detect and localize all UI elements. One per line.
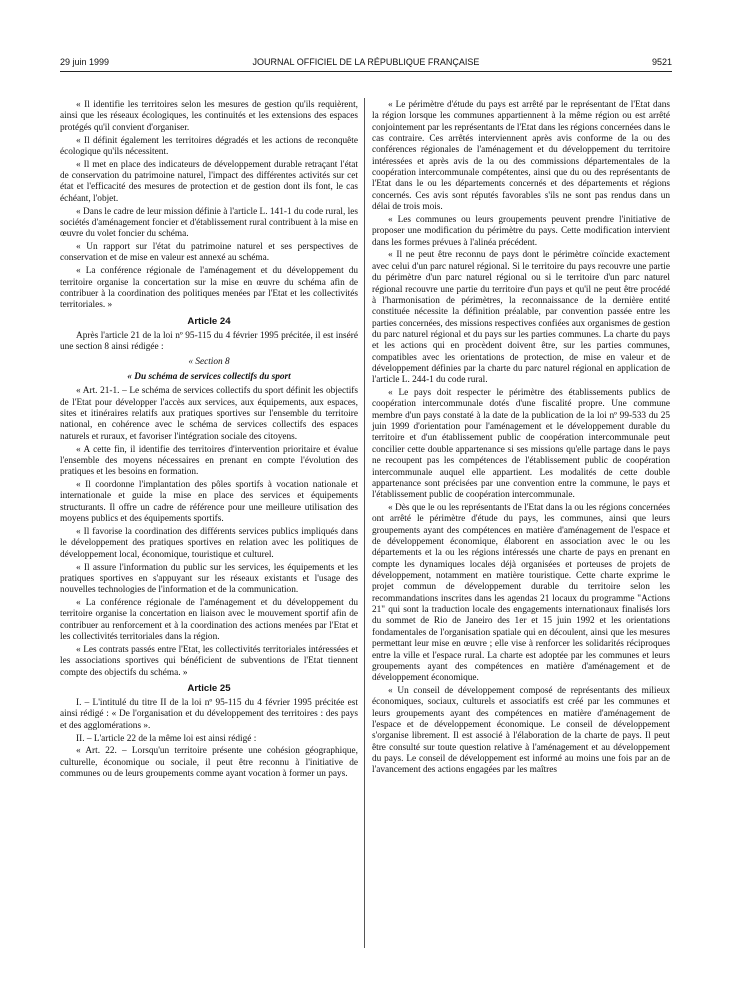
paragraph: Après l'article 21 de la loi nº 95-115 du 4 février 1995 précitée, il est inséré une section 8 ainsi rédigée :	[60, 330, 358, 353]
paragraph: « Il assure l'information du public sur les services, les équipements et les pratiques sportives en s'appuyant sur les réseaux existants et l'usage des nouvelles technologies de l'information et de la communication.	[60, 562, 358, 596]
section-title: « Section 8	[188, 357, 230, 368]
article-24-title: Article 24	[187, 315, 231, 327]
paragraph: « Un rapport sur l'état du patrimoine naturel et ses perspectives de conservation et de mise en valeur est annexé au schéma.	[60, 242, 358, 264]
paragraph: I. – L'intitulé du titre II de la loi nº 95-115 du 4 février 1995 précitée est ainsi rédigé : « De l'organisation et du développement des territoires : des pays et des agglomérations ».	[60, 697, 358, 731]
paragraph: « Il ne peut être reconnu de pays dont le périmètre coïncide exactement avec celui d'un parc naturel régional. Si le territoire du pays recouvre une partie du périmètre d'un parc naturel régional ou si le territoire d'un parc naturel régional recouvre une partie du territoire d'un pays et qu'il ne peut être procédé à l'harmonisation de périmètres, la reconnaissance de la dernière entité constituée nécessite la définition préalable, par convention passée entre les parties concernées, des missions respectives confiées aux organismes de gestion du parc naturel régional et du pays sur les parties communes. La charte du pays et les actions qui en procèdent doivent être, sur les parties communes, compatibles avec les orientations de protection, de mise en valeur et de développement définies par la charte du parc naturel régional en application de l'article L. 244-1 du code rural.	[372, 250, 670, 386]
paragraph: « Art. 22. – Lorsqu'un territoire présente une cohésion géographique, culturelle, économique ou sociale, il peut être reconnu à l'initiative de communes ou de leurs groupements comme ayant vocation à former un pays.	[60, 746, 358, 780]
paragraph: « Les communes ou leurs groupements peuvent prendre l'initiative de proposer une modification du périmètre du pays. Cette modification intervient dans les formes prévues à l'alinéa précédent.	[372, 214, 670, 248]
paragraph: « Art. 21-1. – Le schéma de services collectifs du sport définit les objectifs de l'Etat pour développer l'accès aux services, aux équipements, aux espaces, sites et itinéraires relatifs aux pratiques sportives sur l'ensemble du territoire national, en cohérence avec le schéma de services collectifs des espaces naturels et ruraux, et favoriser l'intégration sociale des citoyens.	[60, 386, 358, 442]
paragraph: « La conférence régionale de l'aménagement et du développement du territoire organise la concertation en liaison avec le mouvement sportif afin de contribuer au renforcement et à la coordination des actions menées par l'Etat et les collectivités territoriales dans la région.	[60, 598, 358, 643]
paragraph: « Le pays doit respecter le périmètre des établissements publics de coopération intercommunale dotés d'une fiscalité propre. Une commune membre d'un pays constaté à la date de la publication de la loi nº 99-533 du 25 juin 1999 d'orientation pour l'aménagement et le développement durable du territoire et d'un établissement public de coopération intercommunale peut concilier cette double appartenance si ses missions qu'elle partage dans le pays ne recoupent pas les compétences de l'établissement public de coopération intercommunale auquel elle appartient. Les modalités de cette double appartenance sont précisées par une convention entre la commune, le pays et l'établissement public de coopération intercommunale.	[372, 388, 670, 501]
subsection-title: « Du schéma de services collectifs du sport	[127, 372, 291, 383]
left-column	[60, 100, 358, 782]
paragraph: « Dès que le ou les représentants de l'Etat dans la ou les régions concernées ont arrêté le périmètre d'étude du pays, les communes, ainsi que leurs groupements ayant des compétences en matière d'aménagement de l'espace et de développement économique, élaborent en association avec le ou les départements et la ou les régions intéressés une charte de pays en prenant en compte les dynamiques locales déjà organisées et porteuses de projets de développement, notamment en matière touristique. Cette charte exprime le projet commun de développement durable du territoire selon les recommandations inscrites dans les agendas 21 locaux du programme "Actions 21" qui sont la traduction locale des engagements internationaux finalisés lors du sommet de Rio de Janeiro des 1er et 15 juin 1992 et les orientations fondamentales de l'organisation spatiale qui en découlent, ainsi que les mesures permettant leur mise en œuvre ; elle vise à renforcer les solidarités réciproques entre la ville et l'espace rural. La charte est adoptée par les communes et leurs groupements ayant des compétences en matière d'aménagement et de développement économique.	[372, 503, 670, 684]
right-column	[372, 100, 670, 778]
page-header	[60, 55, 672, 69]
paragraph: II. – L'article 22 de la même loi est ainsi rédigé :	[76, 733, 257, 744]
paragraph: « Il met en place des indicateurs de développement durable retraçant l'état de conservation du patrimoine naturel, l'impact des différentes activités sur cet état et l'efficacité des mesures de protection et de gestion dont ils font, le cas échéant, l'objet.	[60, 159, 358, 204]
article-25-title: Article 25	[187, 682, 231, 694]
paragraph: « Il coordonne l'implantation des pôles sportifs à vocation nationale et internationale et guide la mise en place des services et équipements structurants. Il offre un cadre de référence pour une meilleure utilisation des moyens publics et des équipements sportifs.	[60, 480, 358, 525]
column-divider	[364, 98, 365, 948]
paragraph: « A cette fin, il identifie des territoires d'intervention prioritaire et évalue l'ensemble des moyens nécessaires en prenant en compte l'évolution des pratiques et les besoins en formation.	[60, 444, 358, 478]
paragraph: « Il définit également les territoires dégradés et les actions de reconquête écologique qu'ils nécessitent.	[60, 135, 358, 157]
header-date: 29 juin 1999	[60, 57, 110, 67]
paragraph: « Les contrats passés entre l'Etat, les collectivités territoriales intéressées et les associations sportives qui bénéficient de subventions de l'Etat tiennent compte des objectifs du schéma. »	[60, 644, 358, 678]
paragraph: « Il identifie les territoires selon les mesures de gestion qu'ils requièrent, ainsi que les réseaux écologiques, les continuités et les extensions des espaces protégés qu'il convient d'organiser.	[60, 100, 358, 133]
paragraph: « La conférence régionale de l'aménagement et du développement du territoire organise la concertation sur la mise en œuvre du schéma afin de contribuer à la coordination des politiques menées par l'Etat et les collectivités territoriales. »	[60, 266, 358, 311]
paragraph: « Dans le cadre de leur mission définie à l'article L. 141-1 du code rural, les sociétés d'aménagement foncier et d'établissement rural contribuent à la mise en œuvre du volet foncier du schéma.	[60, 206, 358, 240]
header-rule	[60, 71, 672, 72]
header-page-number: 9521	[651, 57, 672, 67]
paragraph: « Un conseil de développement composé de représentants des milieux économiques, sociaux, culturels et associatifs est créé par les communes et leurs groupements ayant des compétences en matière d'aménagement de l'espace et de développement économique. Le conseil de développement s'organise librement. Il est associé à l'élaboration de la charte de pays. Il peut être consulté sur toute question relative à l'aménagement et au développement du pays. Le conseil de développement est informé au moins une fois par an de l'avancement des actions engagées par les maîtres	[372, 686, 670, 776]
paragraph: « Le périmètre d'étude du pays est arrêté par le représentant de l'Etat dans la région lorsque les communes appartiennent à la même région ou est arrêté conjointement par les représentants de l'Etat dans les régions concernées dans le cas contraire. Ces arrêtés interviennent après avis conforme de la ou des conférences régionales de l'aménagement et du développement du territoire intéressées et après avis de la ou des commissions départementales de la coopération intercommunale compétentes, ainsi que du ou des représentants de l'Etat dans le ou les départements concernés et des départements et régions concernés. Ces avis sont réputés favorables s'ils ne sont pas rendus dans un délai de trois mois.	[372, 100, 670, 213]
header-journal-title: JOURNAL OFFICIEL DE LA RÉPUBLIQUE FRANÇAISE	[252, 57, 480, 67]
paragraph: « Il favorise la coordination des différents services publics impliqués dans le développement des pratiques sportives en relation avec les politiques de développement local, économique, touristique et culturel.	[60, 527, 358, 560]
